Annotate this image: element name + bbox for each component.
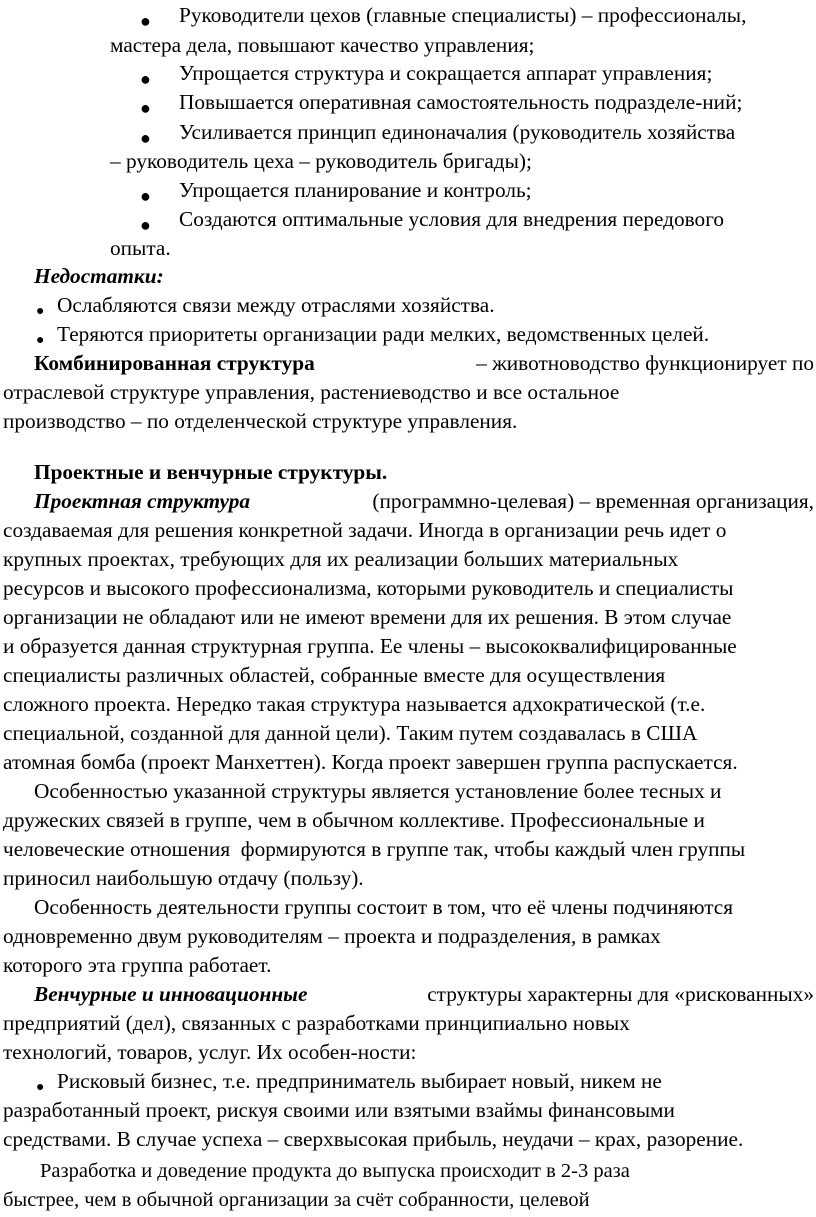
project-line-7: специалисты различных областей, собранные вместе для осуществления [3,663,666,687]
project-line-3: крупных проектах, требующих для их реализации больших материальных [3,547,679,571]
combined-line-3: производство – по отделенческой структуре управления. [3,409,518,433]
venture-term: Венчурные и инновационные [34,982,308,1006]
disadvantage-1: Ослабляются связи между отраслями хозяйства. [57,293,495,317]
venture-line-3: технологий, товаров, услуг. Их особен-ности: [3,1040,417,1064]
venture-bullet-line-2: разработанный проект, рискуя своими или взятыми взаймы финансовыми [3,1098,675,1122]
project-p3-line-1: Особенность деятельности группы состоит в том, что её члены подчиняются [34,895,734,919]
venture-p2-line-2: быстрее, чем в обычной организации за счёт собранности, целевой [3,1189,590,1211]
list-item-3: Повышается оперативная самостоятельность подразделе-ний; [179,90,743,114]
venture-bullet-line-1: Рисковый бизнес, т.е. предприниматель выбирает новый, никем не [57,1069,662,1093]
venture-p2-line-1: Разработка и доведение продукта до выпуска происходит в 2-3 раза [40,1160,630,1182]
disadvantages-heading: Недостатки: [34,264,164,288]
list-item-6-line-2: опыта. [110,236,171,260]
combined-term: Комбинированная структура [34,351,315,375]
project-line-5: организации не обладают или не имеют времени для их решения. В этом случае [3,605,732,629]
project-line-2: создаваемая для решения конкретной задачи. Иногда в организации речь идет о [3,518,727,542]
project-line-4: ресурсов и высокого профессионализма, которыми руководитель и специалисты [3,576,734,600]
list-item-2: Упрощается структура и сокращается аппарат управления; [179,61,713,85]
bullet-icon: ● [36,333,45,348]
project-line-6: и образуется данная структурная группа. Ее члены – высококвалифицированные [3,634,737,658]
bullet-icon: ● [140,69,151,89]
list-item-4-line-1: Усиливается принцип единоначалия (руководитель хозяйства [179,120,736,144]
project-p2-line-1: Особенностью указанной структуры является установление более тесных и [34,779,722,803]
disadvantage-2: Теряются приоритеты организации ради мелких, ведомственных целей. [57,322,710,346]
list-item-4-line-2: – руководитель цеха – руководитель бригады); [110,149,532,173]
project-p2-line-4: приносил наибольшую отдачу (пользу). [3,866,364,890]
venture-bullet-line-3: средствами. В случае успеха – сверхвысокая прибыль, неудачи – крах, разорение. [3,1127,744,1151]
venture-line-2: предприятий (дел), связанных с разработками принципиально новых [3,1011,630,1035]
bullet-icon: ● [140,128,151,148]
bullet-icon: ● [140,98,151,118]
project-p2-line-2: дружеских связей в группе, чем в обычном коллективе. Профессиональные и [3,808,705,832]
bullet-icon: ● [140,11,151,31]
list-item-1-line-1: Руководители цехов (главные специалисты) – профессионалы, [179,3,747,27]
bullet-icon: ● [36,1080,45,1095]
list-item-5: Упрощается планирование и контроль; [179,178,532,202]
project-p3-line-2: одновременно двум руководителям – проекта и подразделения, в рамках [3,924,661,948]
list-item-6-line-1: Создаются оптимальные условия для внедрения передового [179,207,725,231]
project-line-10: атомная бомба (проект Манхеттен). Когда проект завершен группа распускается. [3,750,738,774]
combined-line-2: отраслевой структуре управления, растениеводство и все остальное [3,380,620,404]
project-heading: Проектные и венчурные структуры. [34,460,388,484]
project-term: Проектная структура [34,489,251,513]
venture-line-1: Венчурные и инновационные структуры характерны для «рискованных» [34,980,814,1010]
project-line-8: сложного проекта. Нередко такая структура называется адхократической (т.е. [3,692,706,716]
project-p2-line-3: человеческие отношения формируются в группе так, чтобы каждый член группы [3,837,746,861]
bullet-icon: ● [140,186,151,206]
combined-line-1: Комбинированная структура – животноводство функционирует по [34,349,814,379]
bullet-icon: ● [140,215,151,235]
bullet-icon: ● [36,304,45,319]
project-line-1: Проектная структура (программно-целевая) – временная организация, [34,487,814,517]
project-p3-line-3: которого эта группа работает. [3,953,272,977]
list-item-1-line-2: мастера дела, повышают качество управления; [110,33,535,57]
project-line-9: специальной, созданной для данной цели). Таким путем создавалась в США [3,721,698,745]
